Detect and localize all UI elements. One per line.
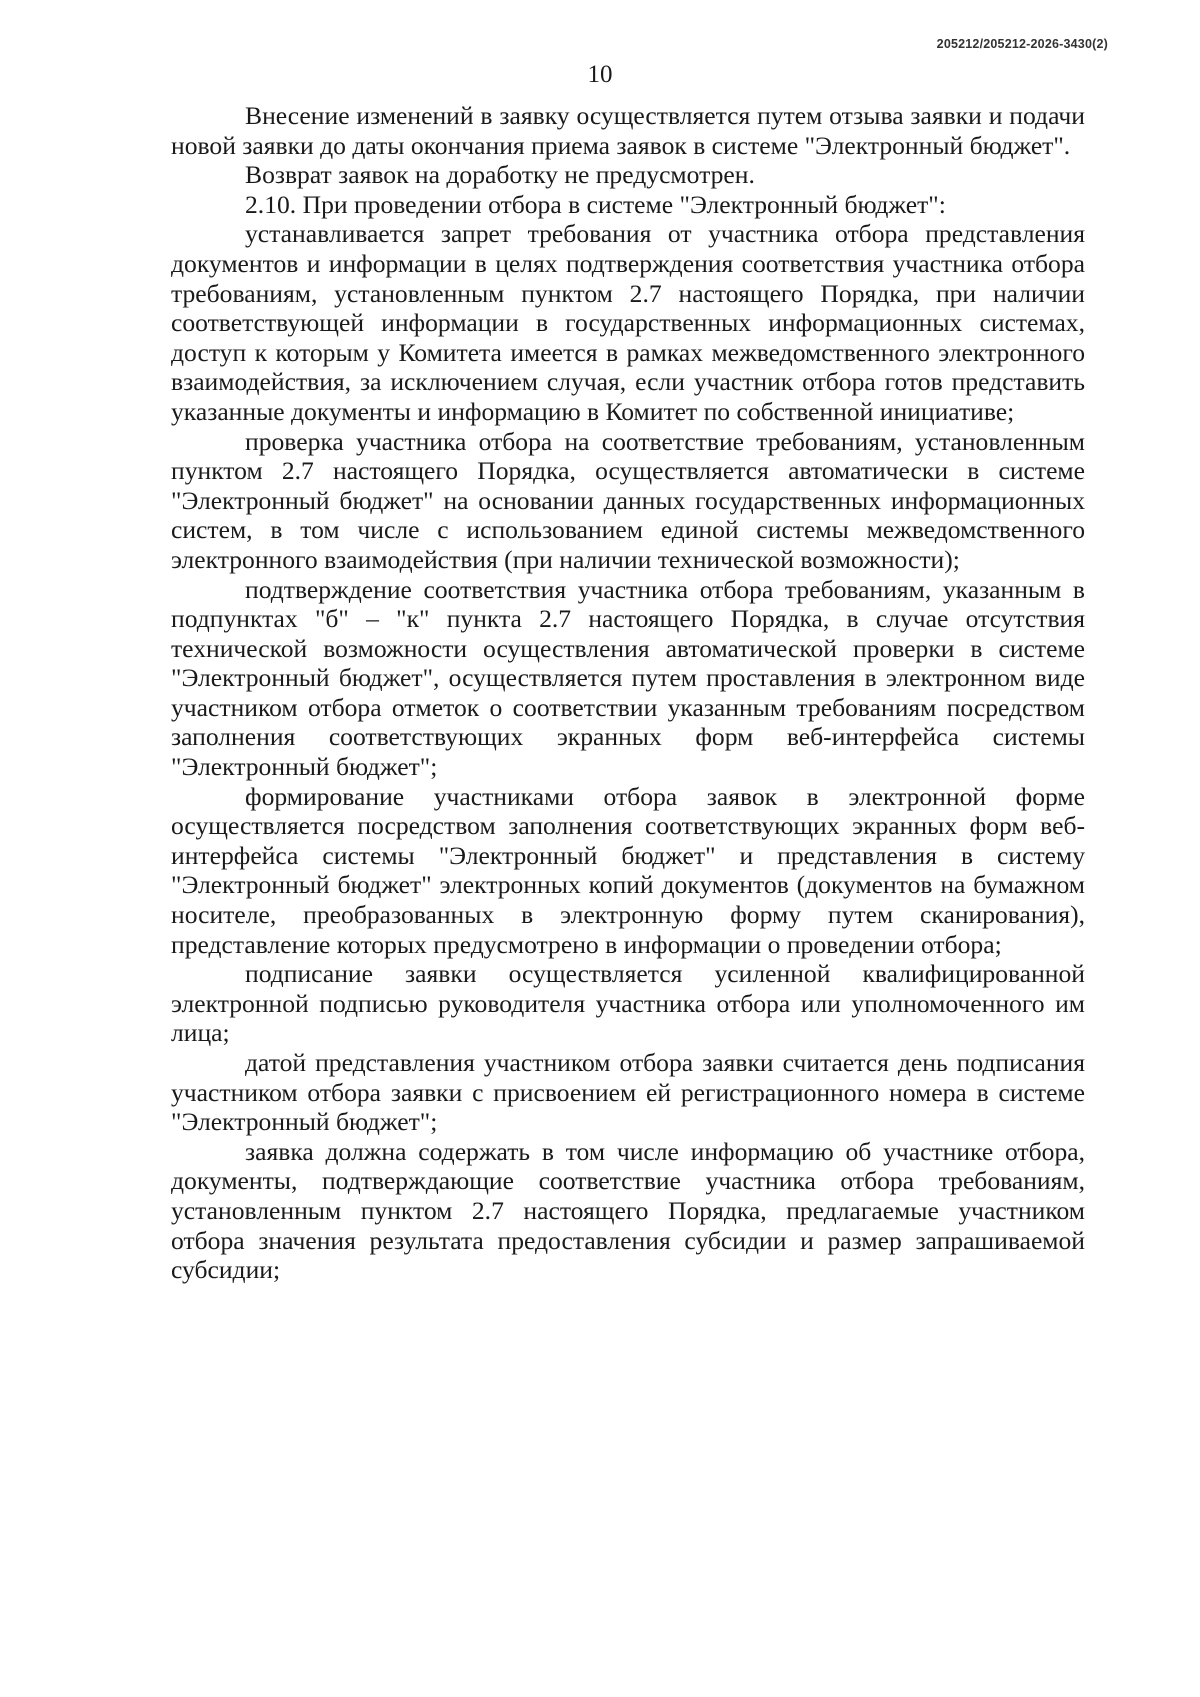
paragraph-submission-date: датой представления участником отбора заявки считается день подписания участником отбора заявки с присвоением ей регистрационного номера в системе "Электронный бюджет"; (171, 1048, 1085, 1137)
page-number: 10 (587, 61, 613, 88)
paragraph-section-2-10: 2.10. При проведении отбора в системе "Электронный бюджет": (245, 189, 946, 219)
paragraph-application-forming: формирование участниками отбора заявок в электронной форме осуществляется посредством заполнения соответствующих экранных форм веб-интерфейса системы "Электронный бюджет" и представления в систему "Электронный бюджет" электронных копий документов (документов на бумажном носителе, преобразованных в электронную форму путем сканирования), представление которых предусмотрено в информации о проведении отбора; (171, 781, 1085, 959)
paragraph-no-return: Возврат заявок на доработку не предусмотрен. (245, 160, 755, 190)
paragraph-automatic-check: проверка участника отбора на соответствие требованиям, установленным пунктом 2.7 настоящего Порядка, осуществляется автоматически в системе "Электронный бюджет" на основании данных государственных информационных систем, в том числе с использованием единой системы межведомственного электронного взаимодействия (при наличии технической возможности); (171, 426, 1085, 574)
paragraph-compliance-confirmation: подтверждение соответствия участника отбора требованиям, указанным в подпунктах "б" – "к" пункта 2.7 настоящего Порядка, в случае отсутствия технической возможности осуществления автоматической проверки в системе "Электронный бюджет", осуществляется путем проставления в электронном виде участником отбора отметок о соответствии указанным требованиям посредством заполнения соответствующих экранных форм веб-интерфейса системы "Электронный бюджет"; (171, 574, 1085, 782)
document-body (171, 101, 1085, 1285)
paragraph-signing: подписание заявки осуществляется усиленной квалифицированной электронной подписью руководителя участника отбора или уполномоченного им лица; (171, 959, 1085, 1048)
paragraph-request-ban: устанавливается запрет требования от участника отбора представления документов и информации в целях подтверждения соответствия участника отбора требованиям, установленным пунктом 2.7 настоящего Порядка, при наличии соответствующей информации в государственных информационных системах, доступ к которым у Комитета имеется в рамках межведомственного электронного взаимодействия, за исключением случая, если участник отбора готов представить указанные документы и информацию в Комитет по собственной инициативе; (171, 219, 1085, 426)
paragraph-application-content: заявка должна содержать в том числе информацию об участнике отбора, документы, подтверждающие соответствие участника отбора требованиям, установленным пунктом 2.7 настоящего Порядка, предлагаемые участником отбора значения результата предоставления субсидии и размер запрашиваемой субсидии; (171, 1136, 1085, 1285)
document-id: 205212/205212-2026-3430(2) (936, 37, 1108, 51)
paragraph-amendment: Внесение изменений в заявку осуществляется путем отзыва заявки и подачи новой заявки до даты окончания приема заявок в системе "Электронный бюджет". (171, 101, 1085, 160)
